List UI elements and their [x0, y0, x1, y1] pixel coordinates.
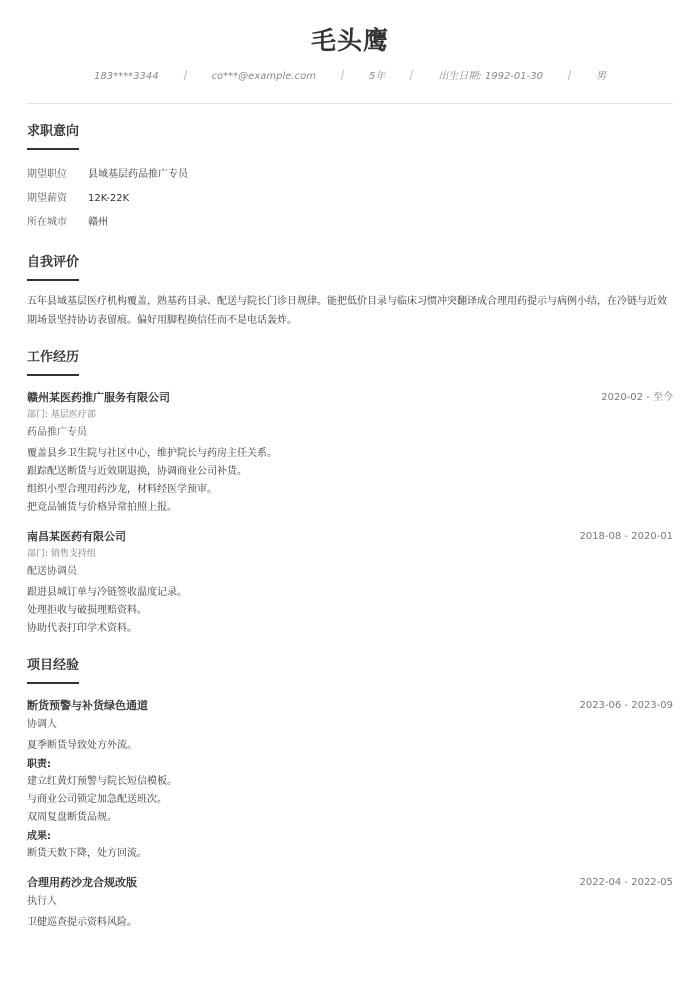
- intention-row: [27, 211, 673, 235]
- section-title-work: 工作经历: [27, 350, 80, 365]
- company-name: 赣州某医药推广服务有限公司: [27, 391, 170, 404]
- email: co***@example.com: [211, 71, 316, 82]
- project-duty: 双周复盘断货品规。: [27, 812, 117, 823]
- intention-row: [27, 187, 673, 211]
- project-result: 断货天数下降，处方回流。: [27, 848, 147, 859]
- work-bullet: 组织小型合理用药沙龙，材料经医学预审。: [27, 484, 217, 495]
- project-date: 2023-06 - 2023-09: [579, 700, 673, 711]
- project-entry: [27, 698, 673, 863]
- work-bullet: 把竞品铺货与价格异常拍照上报。: [27, 502, 177, 513]
- separator: [410, 70, 414, 80]
- department: 部门: 基层医疗部: [27, 410, 96, 420]
- duty-label: 职责:: [27, 759, 51, 770]
- project-date: 2022-04 - 2022-05: [579, 877, 673, 888]
- separator: [568, 70, 572, 80]
- work-entry: [27, 390, 673, 517]
- intention-list: [27, 163, 673, 235]
- candidate-name: 毛头鹰: [310, 26, 389, 55]
- section-underline: [27, 374, 79, 376]
- work-bullet: 处理拒收与破损理赔资料。: [27, 605, 147, 616]
- separator: [341, 70, 345, 80]
- work-date: 2018-08 - 2020-01: [579, 531, 673, 542]
- work-entry: [27, 529, 673, 638]
- project-name: 合理用药沙龙合规改版: [27, 876, 137, 889]
- phone: 183****3344: [94, 71, 159, 82]
- intention-value: 12K-22K: [88, 193, 130, 204]
- intention-row: [27, 163, 673, 187]
- intention-value: 县域基层药品推广专员: [88, 169, 188, 180]
- work-date: 2020-02 - 至今: [601, 392, 673, 403]
- project-duty: 建立红黄灯预警与院长短信模板。: [27, 776, 177, 787]
- project-description: 夏季断货导致处方外流。: [27, 740, 137, 751]
- work-bullets: [27, 584, 673, 638]
- work-bullet: 跟进县城订单与冷链签收温度记录。: [27, 587, 187, 598]
- company-name: 南昌某医药有限公司: [27, 530, 126, 543]
- project-name: 断货预警与补货绿色通道: [27, 699, 148, 712]
- project-duty: 与商业公司锁定加急配送班次。: [27, 794, 167, 805]
- section-title-projects: 项目经验: [27, 658, 80, 673]
- intention-value: 赣州: [88, 217, 108, 228]
- experience-years: 5年: [368, 71, 386, 82]
- birth-date: 出生日期: 1992-01-30: [438, 71, 543, 82]
- summary-text: 五年县域基层医疗机构覆盖，熟基药目录、配送与院长门诊日规律。能把低价目录与临床习惯冲突翻译成合理用药提示与病例小结，在冷链与近效期场景坚持协访表留痕。偏好用脚程换信任而不是电话轰炸。: [27, 296, 667, 326]
- separator: [183, 70, 187, 80]
- intention-key: 所在城市: [27, 217, 67, 228]
- section-underline: [27, 682, 79, 684]
- section-underline: [27, 279, 79, 281]
- header-divider: [27, 103, 673, 104]
- project-role: 协调人: [27, 719, 57, 730]
- job-role: 药品推广专员: [27, 427, 87, 438]
- intention-key: 期望职位: [27, 169, 67, 180]
- work-bullets: [27, 445, 673, 517]
- department: 部门: 销售支持组: [27, 549, 96, 559]
- gender: 男: [595, 71, 606, 82]
- section-title-intention: 求职意向: [27, 124, 80, 139]
- intention-key: 期望薪资: [27, 193, 67, 204]
- job-role: 配送协调员: [27, 566, 77, 577]
- project-description: 卫健巡查提示资料风险。: [27, 917, 137, 928]
- project-entry: [27, 875, 673, 932]
- section-title-summary: 自我评价: [27, 255, 80, 270]
- work-bullet: 协助代表打印学术资料。: [27, 623, 137, 634]
- result-label: 成果:: [27, 831, 51, 842]
- project-role: 执行人: [27, 896, 57, 907]
- section-underline: [27, 148, 79, 150]
- work-bullet: 覆盖县乡卫生院与社区中心，维护院长与药房主任关系。: [27, 448, 277, 459]
- work-bullet: 跟踪配送断货与近效期退换，协调商业公司补货。: [27, 466, 247, 477]
- contact-bar: [27, 70, 673, 84]
